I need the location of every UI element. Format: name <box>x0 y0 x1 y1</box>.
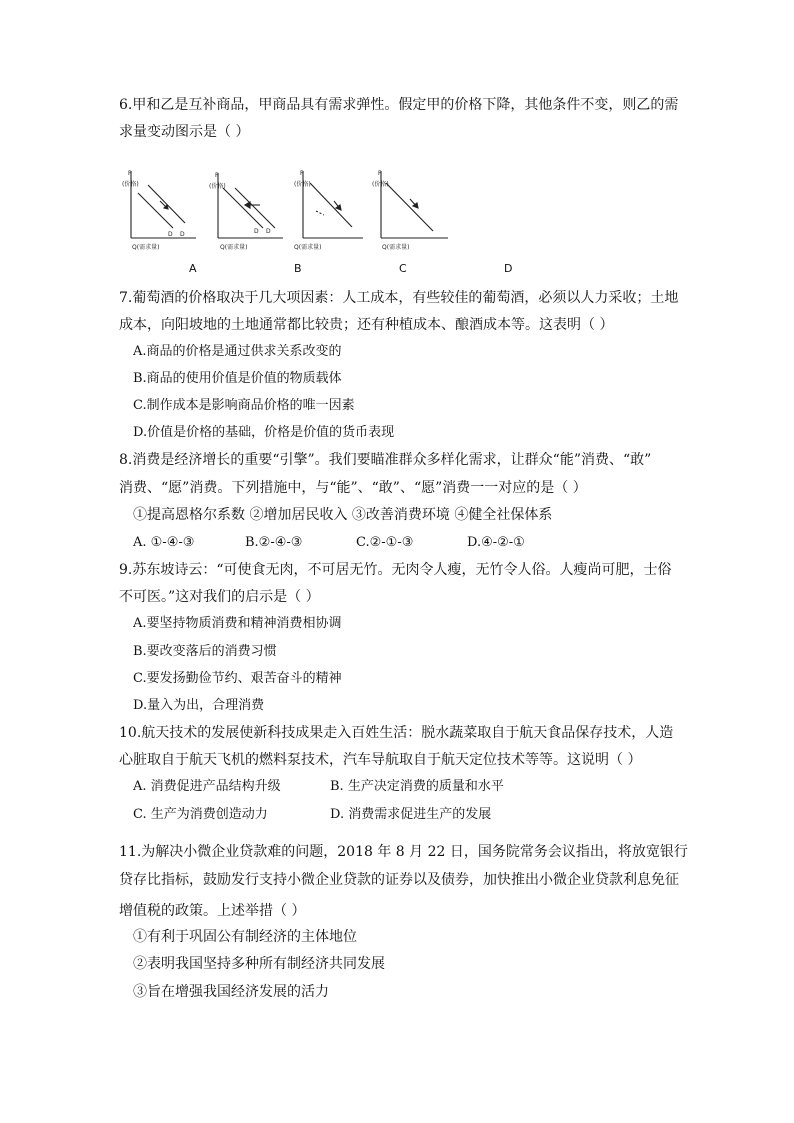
q11-stem-line1: 11.为解决小微企业贷款难的问题，2018 年 8 月 22 日，国务院常务会议指出，将放宽银行 <box>119 844 688 860</box>
graph-a-axis-p: P <box>128 170 132 177</box>
graph-label-a: A <box>189 262 197 275</box>
q8-option-c: C.②-①-③ <box>356 535 414 550</box>
q6-graphs <box>118 163 476 257</box>
graph-d-axis-price: (价格) <box>372 181 389 188</box>
q11-stem-line3: 增值税的政策。上述举措（ ） <box>119 903 306 919</box>
q6-stem-line1: 6.甲和乙是互补商品，甲商品具有需求弹性。假定甲的价格下降，其他条件不变，则乙的需 <box>119 97 679 113</box>
graph-c-axis-q: Q(需求量) <box>294 244 322 251</box>
graph-a-axis-q: Q(需求量) <box>132 244 160 251</box>
graph-c <box>303 171 363 238</box>
graph-d <box>381 171 448 238</box>
graph-label-b: B <box>294 262 302 275</box>
graph-b <box>218 173 283 238</box>
q9-stem-line2: 不可医。”这对我们的启示是（ ） <box>119 589 320 605</box>
graph-c-axis-price: (价格) <box>294 181 311 188</box>
graph-label-c: C <box>399 262 407 275</box>
q6-stem-line2: 求量变动图示是（ ） <box>119 124 250 140</box>
q10-option-d: D. 消费需求促进生产的发展 <box>330 807 492 822</box>
q11-item-1: ①有利于巩固公有制经济的主体地位 <box>133 929 357 945</box>
graph-d-axis-q: Q(需求量) <box>382 244 410 251</box>
q8-items: ①提高恩格尔系数 ②增加居民收入 ③改善消费环境 ④健全社保体系 <box>133 507 553 523</box>
q10-option-b: B. 生产决定消费的质量和水平 <box>330 779 504 794</box>
q11-stem-line2: 贷存比指标，鼓励发行支持小微企业贷款的证券以及债券，加快推出小微企业贷款利息免征 <box>119 872 679 888</box>
q7-option-b: B.商品的使用价值是价值的物质载体 <box>133 371 342 386</box>
q8-option-a: A. ①-④-③ <box>133 535 195 550</box>
q7-option-c: C.制作成本是影响商品价格的唯一因素 <box>133 398 355 413</box>
graph-a-axis-price: (价格) <box>122 181 139 188</box>
q10-option-a: A. 消费促进产品结构升级 <box>133 779 281 794</box>
q10-stem-line1: 10.航天技术的发展使新科技成果走入百姓生活：脱水蔬菜取自于航天食品保存技术，人造 <box>119 725 674 741</box>
q8-stem-line2: 消费、“愿”消费。下列措施中，与“能”、“敢”、“愿”消费一一对应的是（ ） <box>119 480 587 496</box>
graph-c-axis-p: P <box>300 170 304 177</box>
q9-stem-line1: 9.苏东坡诗云：“可使食无肉，不可居无竹。无肉令人瘦，无竹令人俗。人瘦尚可肥，士俗 <box>119 562 672 578</box>
q7-option-a: A.商品的价格是通过供求关系改变的 <box>133 344 342 359</box>
q9-option-a: A.要坚持物质消费和精神消费相协调 <box>133 616 342 631</box>
q9-option-d: D.量入为出，合理消费 <box>133 698 265 713</box>
q9-option-b: B.要改变落后的消费习惯 <box>133 644 277 659</box>
q7-stem-line1: 7.葡萄酒的价格取决于几大项因素：人工成本，有些较佳的葡萄酒，必须以人力采收；土地 <box>119 290 679 306</box>
graph-label-d: D <box>504 262 513 275</box>
q9-option-c: C.要发扬勤俭节约、艰苦奋斗的精神 <box>133 671 342 686</box>
graph-b-axis-p: P <box>215 172 219 179</box>
q10-stem-line2: 心脏取自于航天飞机的燃料泵技术，汽车导航取自于航天定位技术等等。这说明（ ） <box>119 752 642 768</box>
graph-b-axis-price: (价格) <box>209 183 226 190</box>
q7-option-d: D.价值是价格的基础，价格是价值的货币表现 <box>133 425 395 440</box>
q7-stem-line2: 成本，向阳坡地的土地通常都比较贵；还有种植成本、酿酒成本等。这表明（ ） <box>119 317 614 333</box>
graph-b-curve-d1: D <box>254 228 259 235</box>
graph-a-curve-d1: D <box>180 231 185 238</box>
q11-item-3: ③旨在增强我国经济发展的活力 <box>133 984 329 1000</box>
graph-a <box>131 171 196 238</box>
q11-item-2: ②表明我国坚持多种所有制经济共同发展 <box>133 956 385 972</box>
q10-option-c: C. 生产为消费创造动力 <box>133 807 268 822</box>
graph-b-curve-d2: D <box>266 228 271 235</box>
graph-b-axis-q: Q(需求量) <box>220 244 248 251</box>
graph-a-curve-d2: D <box>168 231 173 238</box>
q8-stem-line1: 8.消费是经济增长的重要“引擎”。我们要瞄准群众多样化需求，让群众“能”消费、“敢” <box>119 452 652 468</box>
q8-option-b: B.②-④-③ <box>245 535 303 550</box>
graph-d-axis-p: P <box>378 170 382 177</box>
q8-option-d: D.④-②-① <box>467 535 525 550</box>
